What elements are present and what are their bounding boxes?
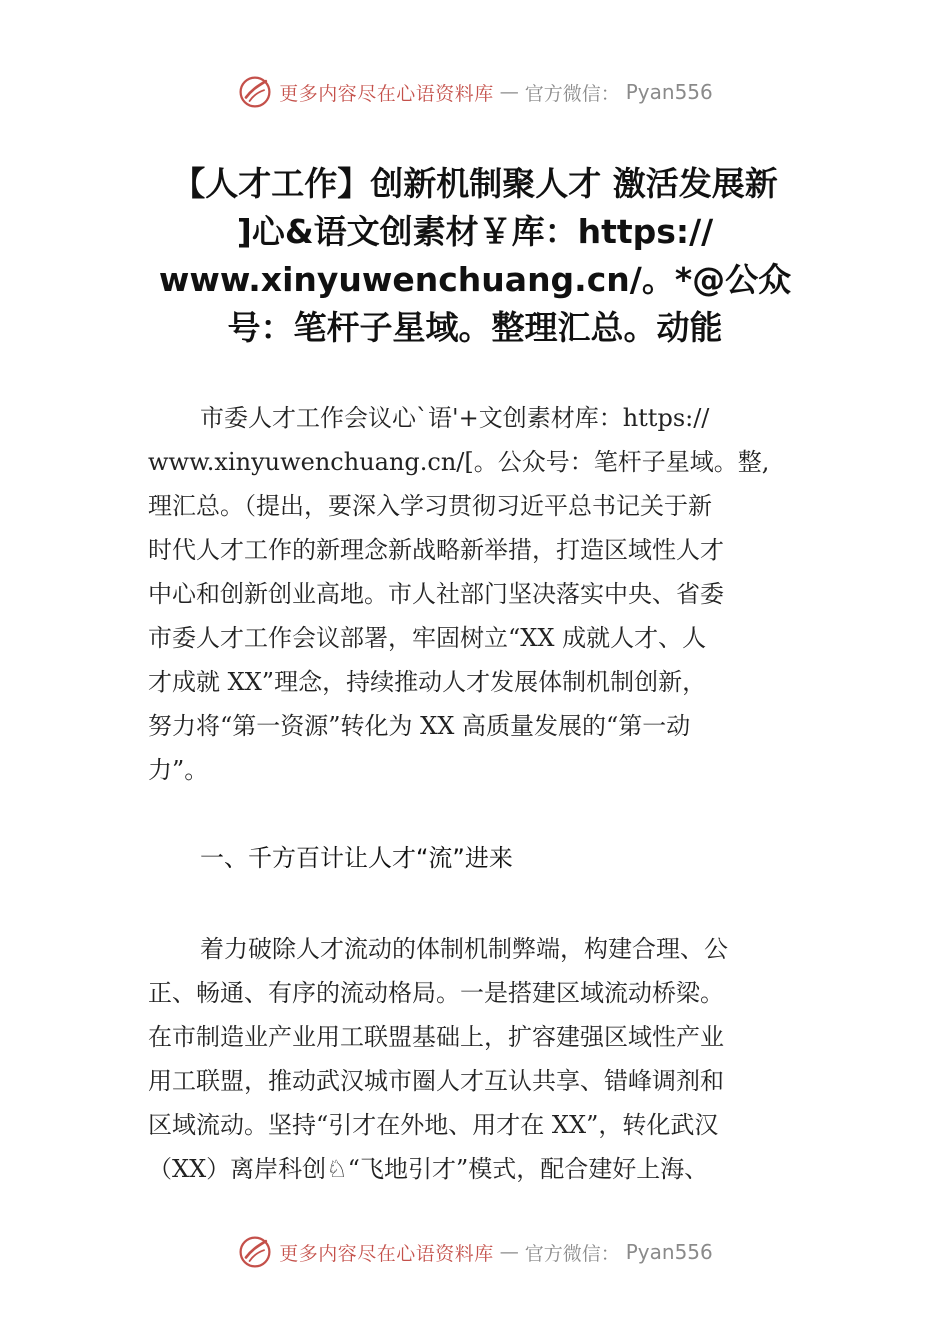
watermark-separator: — <box>499 81 519 103</box>
paragraph-line: 中心和创新创业高地。市人社部门坚决落实中央、省委 <box>148 580 724 608</box>
watermark-wechat-label: 官方微信： <box>524 82 620 105</box>
footer-watermark <box>0 1234 950 1270</box>
watermark-wechat-id: Pyan556 <box>625 1240 713 1264</box>
paragraph-line: 理汇总。（提出，要深入学习贯彻习近平总书记关于新 <box>148 492 712 520</box>
title-line: www.xinyuwenchuang.cn/。*@公众 <box>158 260 792 299</box>
document-title <box>120 160 830 352</box>
watermark-separator: — <box>499 1241 519 1263</box>
paragraph-line: 努力将“第一资源”转化为 XX 高质量发展的“第一动 <box>148 712 691 740</box>
header-watermark <box>0 74 950 110</box>
paragraph-line: 市委人才工作会议心`语'+文创素材库：https:// <box>200 404 710 432</box>
watermark-wechat-label: 官方微信： <box>524 1242 620 1265</box>
paragraph-line: www.xinyuwenchuang.cn/[。公众号：笔杆子星域。整, <box>148 448 770 476</box>
watermark-text: 更多内容尽在心语资料库 <box>279 1242 494 1265</box>
section-heading: 一、千方百计让人才“流”进来 <box>200 844 513 872</box>
brand-logo-icon <box>237 1234 273 1270</box>
section-paragraph <box>148 927 808 1191</box>
intro-paragraph <box>148 396 808 792</box>
brand-logo-icon <box>237 74 273 110</box>
paragraph-line: 用工联盟，推动武汉城市圈人才互认共享、错峰调剂和 <box>148 1067 724 1095</box>
title-line: 号：笔杆子星域。整理汇总。动能 <box>227 308 723 347</box>
paragraph-line: 在市制造业产业用工联盟基础上，扩容建强区域性产业 <box>148 1023 724 1051</box>
paragraph-line: 市委人才工作会议部署，牢固树立“XX 成就人才、人 <box>148 624 707 652</box>
paragraph-line: 正、畅通、有序的流动格局。一是搭建区域流动桥梁。 <box>148 979 724 1007</box>
paragraph-line: 区域流动。坚持“引才在外地、用才在 XX”，转化武汉 <box>148 1111 719 1139</box>
paragraph-line: 着力破除人才流动的体制机制弊端，构建合理、公 <box>200 935 728 963</box>
paragraph-line: 力”。 <box>148 756 209 784</box>
watermark-text: 更多内容尽在心语资料库 <box>279 82 494 105</box>
paragraph-line: 时代人才工作的新理念新战略新举措，打造区域性人才 <box>148 536 724 564</box>
watermark-wechat-id: Pyan556 <box>625 80 713 104</box>
title-line: 【人才工作】创新机制聚人才 激活发展新 <box>172 164 778 203</box>
paragraph-line: （XX）离岸科创♘“飞地引才”模式，配合建好上海、 <box>148 1155 709 1183</box>
paragraph-line: 才成就 XX”理念，持续推动人才发展体制机制创新， <box>148 668 707 696</box>
title-line: ]心&语文创素材￥库：https:// <box>236 212 714 251</box>
